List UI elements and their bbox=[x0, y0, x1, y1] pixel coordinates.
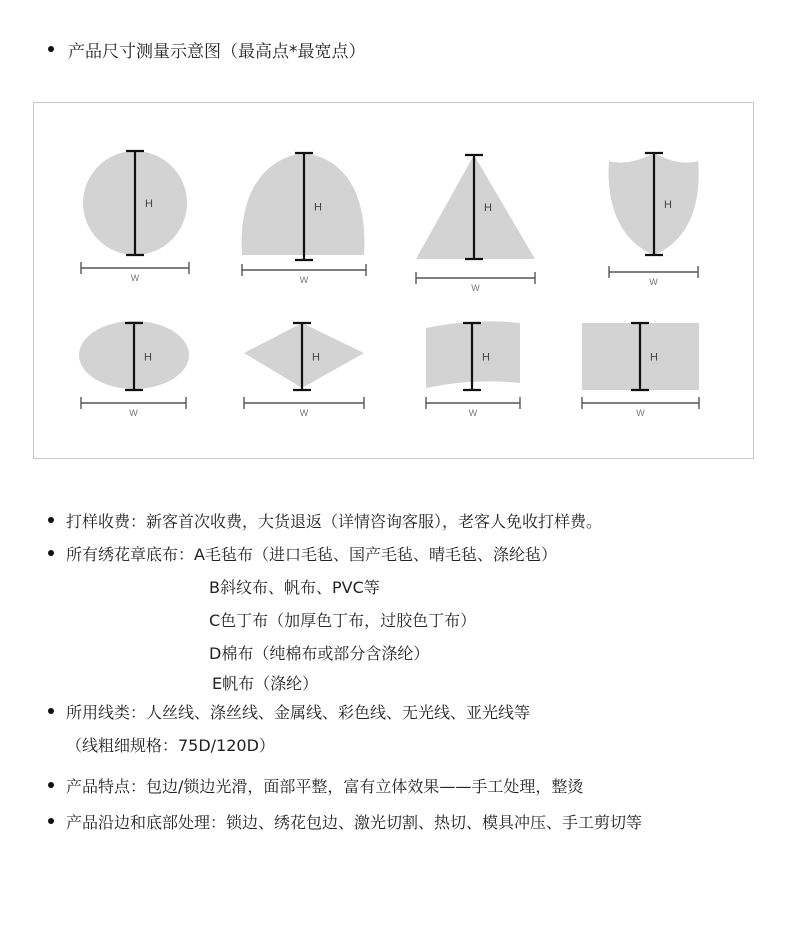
note-fabric-d bbox=[209, 640, 429, 664]
fabric-label: 所有绣花章底布： bbox=[66, 544, 195, 564]
fabric-c-text: C色丁布（加厚色丁布，过胶色丁布） bbox=[209, 610, 477, 630]
fabric-d-text: D棉布（纯棉布或部分含涤纶） bbox=[209, 643, 430, 663]
features-text: 产品特点：包边/锁边光滑，面部平整，富有立体效果——手工处理，整烫 bbox=[66, 776, 584, 796]
height-label: H bbox=[664, 199, 672, 211]
width-label: W bbox=[468, 408, 478, 418]
note-thread-types bbox=[48, 699, 530, 723]
height-label: H bbox=[314, 201, 322, 214]
bullet-dot bbox=[48, 517, 54, 523]
note-edge-processing bbox=[48, 809, 642, 833]
width-label: W bbox=[130, 273, 140, 283]
bullet-dot bbox=[48, 782, 54, 788]
width-label: W bbox=[299, 275, 309, 285]
width-label: W bbox=[299, 408, 309, 418]
height-label: H bbox=[145, 198, 153, 210]
fabric-b-text: B斜纹布、帆布、PVC等 bbox=[209, 577, 380, 597]
heading-text: 产品尺寸测量示意图（最高点*最宽点） bbox=[68, 41, 366, 62]
note-fabric-c bbox=[209, 607, 476, 631]
measurement-diagram bbox=[33, 102, 754, 459]
height-label: H bbox=[144, 351, 152, 364]
bullet-dot bbox=[48, 46, 54, 52]
edge-processing-text: 产品沿边和底部处理：锁边、绣花包边、激光切割、热切、模具冲压、手工剪切等 bbox=[66, 812, 643, 832]
height-label: H bbox=[482, 351, 490, 364]
thread-spec-text: （线粗细规格：75D/120D） bbox=[66, 735, 275, 755]
height-label: H bbox=[650, 351, 658, 364]
note-fabric-e bbox=[212, 670, 318, 694]
shape-triangle bbox=[416, 155, 535, 259]
height-label: H bbox=[312, 351, 320, 364]
fabric-e-text: E帆布（涤纶） bbox=[212, 673, 319, 693]
height-label: H bbox=[484, 202, 492, 214]
shape-diamond bbox=[244, 323, 364, 388]
bullet-dot bbox=[48, 708, 54, 714]
width-label: W bbox=[649, 277, 658, 287]
fabric-a-text: A毛毡布（进口毛毡、国产毛毡、晴毛毡、涤纶毡） bbox=[194, 544, 557, 564]
note-text: 打样收费：新客首次收费，大货退返（详情咨询客服），老客人免收打样费。 bbox=[66, 511, 603, 531]
note-sampling-fee bbox=[48, 508, 602, 532]
page-heading bbox=[48, 36, 366, 62]
width-label: W bbox=[129, 408, 138, 418]
note-fabric-a bbox=[48, 541, 557, 565]
note-features bbox=[48, 773, 583, 797]
thread-types-text: 所用线类：人丝线、涤丝线、金属线、彩色线、无光线、亚光线等 bbox=[66, 702, 531, 722]
note-fabric-b bbox=[209, 574, 380, 598]
width-label: W bbox=[636, 408, 645, 418]
note-thread-spec bbox=[66, 732, 275, 756]
bullet-dot bbox=[48, 550, 54, 556]
diagram-canvas bbox=[34, 103, 755, 460]
bullet-dot bbox=[48, 818, 54, 824]
width-label: W bbox=[471, 283, 480, 293]
